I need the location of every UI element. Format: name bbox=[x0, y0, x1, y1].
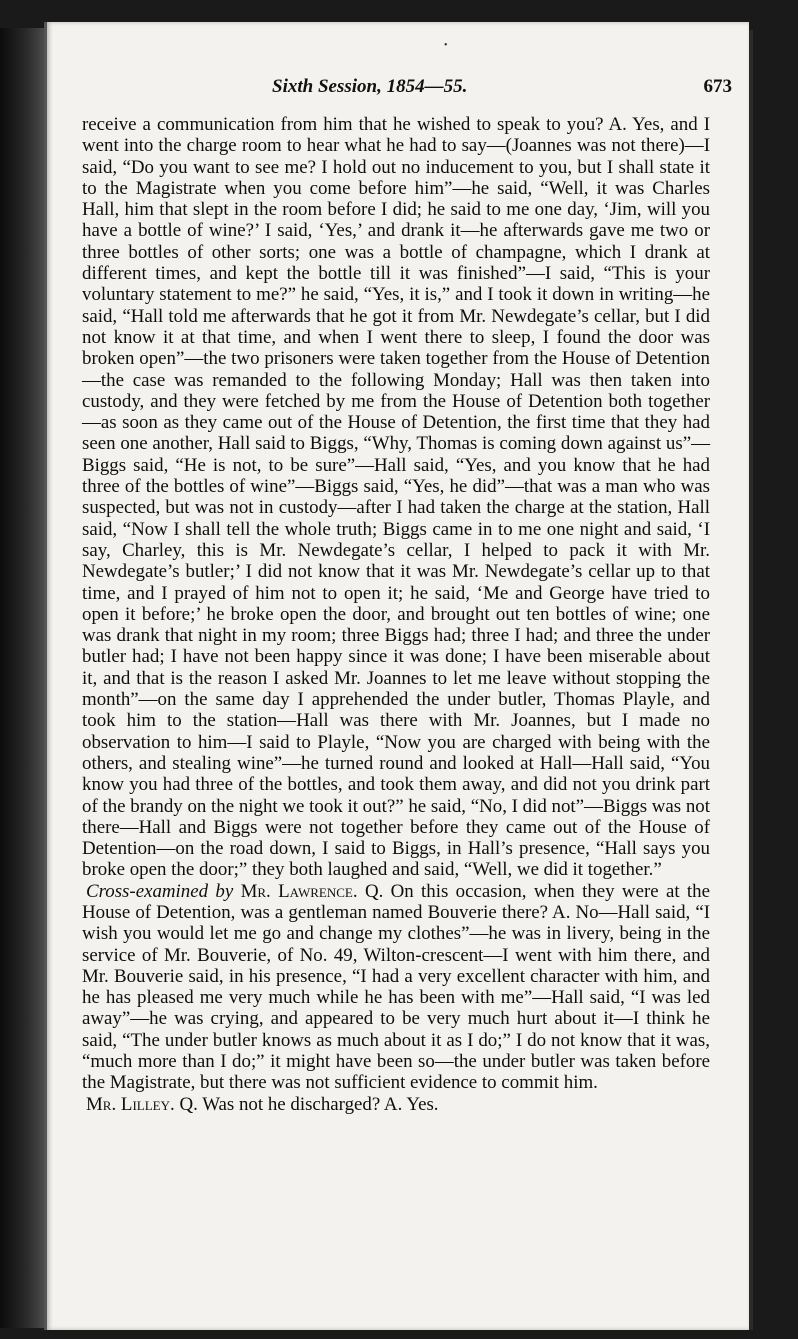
cross-examination-paragraph bbox=[82, 881, 710, 1094]
printer-mark: • bbox=[444, 40, 448, 51]
speaker-name: Mr. Lilley. bbox=[86, 1093, 175, 1115]
cross-examination-text: Q. On this occasion, when they were at the House of Detention, was a gentleman named Bouverie there? A. No—Hall said, “I wish you would let me go and change my clothes”—he was in livery, being in the service of Mr. Bouverie, of No. 49, Wilton-crescent—I went with him there, and Mr. Bouverie said, in his presence, “I had a very excellent character with him, and he has pleased me very much while he has been with me”—Hall said, “I was led away”—he was crying, and appeared to be very much hurt about it—I think he said, “The under butler knows as much about it as I do;” I do not know that it was, “much more than I do;” it might have been so—the under butler was taken before the Magistrate, but there was not sufficient evidence to commit him. bbox=[82, 880, 710, 1094]
cross-examined-label: Cross-examined by bbox=[86, 880, 234, 902]
page-number: 673 bbox=[703, 76, 732, 97]
examiner-name: Mr. Lawrence. bbox=[240, 880, 358, 902]
final-question-paragraph bbox=[82, 1094, 710, 1115]
final-question-text: Q. Was not he discharged? A. Yes. bbox=[179, 1093, 439, 1115]
testimony-paragraph: receive a communication from him that he wished to speak to you? A. Yes, and I went into the charge room to hear what he had to say—(Joannes was not there)—I said, “Do you want to see me? I hold out no inducement to you, but I shall state it to the Magistrate when you come before him”—he said, “Well, it was Charles Hall, him that slept in the room before I did; he said to me one day, ‘Jim, will you have a bottle of wine?’ I said, ‘Yes,’ and drank it—he afterwards gave me two or three bottles of other sorts; one was a bottle of champagne, which I drank at different times, and kept the bottle till it was finished”—I said, “This is your voluntary statement to me?” he said, “Yes, it is,” and I took it down in writing—he said, “Hall told me afterwards that he got it from Mr. Newdegate’s cellar, but I did not know it at that time, and when I went there to sleep, I found the door was broken open”—the two prisoners were taken together from the House of Detention—the case was remanded to the following Monday; Hall was then taken into custody, and they were fetched by me from the House of Detention both together—as soon as they came out of the House of Detention, the first time that they had seen one another, Hall said to Biggs, “Why, Thomas is coming down against us”—Biggs said, “He is not, to be sure”—Hall said, “Yes, and you know that he had three of the bottles of wine”—Biggs said, “Yes, he did”—that was a man who was suspected, but was not in custody—after I had taken the charge at the station, Hall said, “Now I shall tell the whole truth; Biggs came in to me one night and said, ‘I say, Charley, this is Mr. Newdegate’s cellar, I helped to pack it with Mr. Newdegate’s butler;’ I did not know that it was Mr. Newdegate’s cellar up to that time, and I prayed of him not to open it; he said, ‘Me and George have tried to open it before;’ he broke open the door, and brought out ten bottles of wine; one was drank that night in my room; three Biggs had; three I had; and three the under butler had; I have not been happy since it was done; I have been miserable about it, and that is the reason I asked Mr. Joannes to let me leave without stopping the month”—on the same day I apprehended the under butler, Thomas Playle, and took him to the station—Hall was there with Mr. Joannes, but I made no observation to him—I said to Playle, “Now you are charged with being with the others, and stealing wine”—he turned round and looked at Hall—Hall said, “You know you had three of the bottles, and took them away, and did not you drink part of the brandy on the night we took it out?” he said, “No, I did not”—Biggs was not there—Hall and Biggs were not together before they came out of the House of Detention—on the road down, I said to Biggs, in Hall’s presence, “Hall says you broke open the door;” they both laughed and said, “Well, we did it together.” bbox=[82, 114, 711, 881]
body-text bbox=[82, 114, 710, 1115]
page-header bbox=[60, 72, 732, 102]
running-title: Sixth Session, 1854—55. bbox=[272, 76, 468, 97]
